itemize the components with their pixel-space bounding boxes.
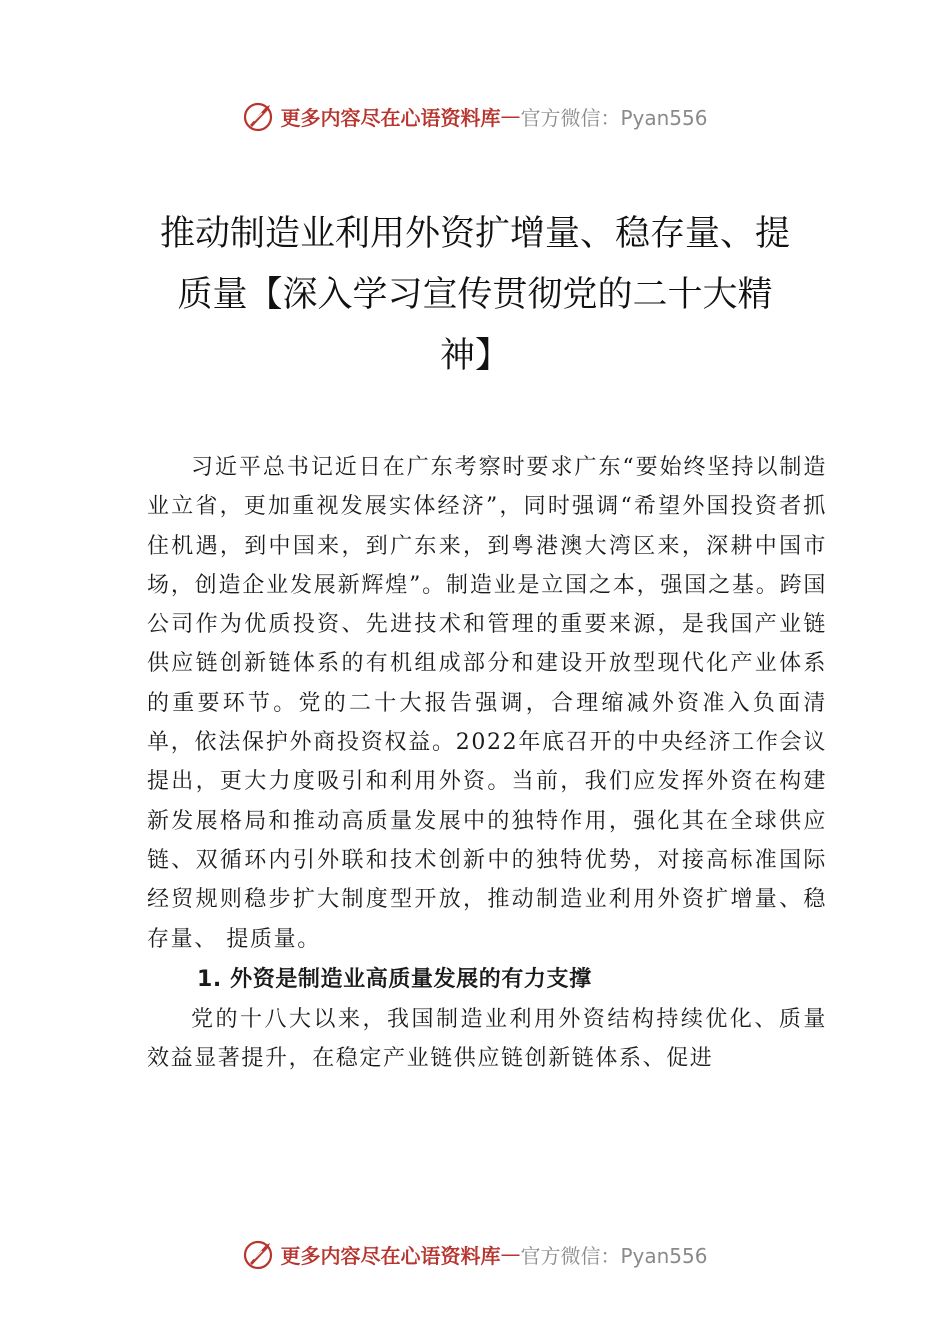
title-line-3: 神】 — [439, 336, 510, 376]
watermark-library-name: 更多内容尽在心语资料库 — [280, 105, 501, 130]
document-title — [150, 204, 800, 387]
header-watermark — [0, 96, 950, 136]
paragraph-intro: 习近平总书记近日在广东考察时要求广东“要始终坚持以制造业立省，更加重视发展实体经济”，同时强调“希望外国投资者抓住机遇，到中国来，到广东来，到粤港澳大湾区来，深耕中国市场，创造企业发展新辉煌”。制造业是立国之本，强国之基。跨国公司作为优质投资、先进技术和管理的重要来源，是我国产业链供应链创新链体系的有机组成部分和建设开放型现代化产业体系的重要环节。党的二十大报告强调，合理缩减外资准入负面清单，依法保护外商投资权益。2022年底召开的中央经济工作会议提出，更大力度吸引和利用外资。当前，我们应发挥外资在构建新发展格局和推动高质量发展中的独特作用，强化其在全球供应链、双循环内引外联和技术创新中的独特优势，对接高标准国际经贸规则稳步扩大制度型开放，推动制造业利用外资扩增量、稳存量、 提质量。 — [147, 455, 827, 952]
footer-watermark — [0, 1234, 950, 1274]
title-line-2: 质量【深入学习宣传贯彻党的二十大精 — [177, 275, 773, 315]
section-heading-1: 1. 外资是制造业高质量发展的有力支撑 — [197, 966, 592, 992]
quill-logo-icon — [242, 99, 276, 133]
watermark-wechat-id: 官方微信：Pyan556 — [520, 1243, 708, 1268]
watermark-library-name: 更多内容尽在心语资料库 — [280, 1243, 501, 1268]
quill-logo-icon — [242, 1237, 276, 1271]
paragraph-section-1: 党的十八大以来，我国制造业利用外资结构持续优化、质量效益显著提升，在稳定产业链供应链创新链体系、促进 — [147, 1006, 827, 1072]
watermark-dash: — — [500, 1242, 521, 1266]
watermark-wechat-id: 官方微信：Pyan556 — [520, 105, 708, 130]
watermark-dash: — — [500, 104, 521, 128]
article-body — [147, 448, 827, 1078]
title-line-1: 推动制造业利用外资扩增量、稳存量、提 — [159, 214, 790, 254]
